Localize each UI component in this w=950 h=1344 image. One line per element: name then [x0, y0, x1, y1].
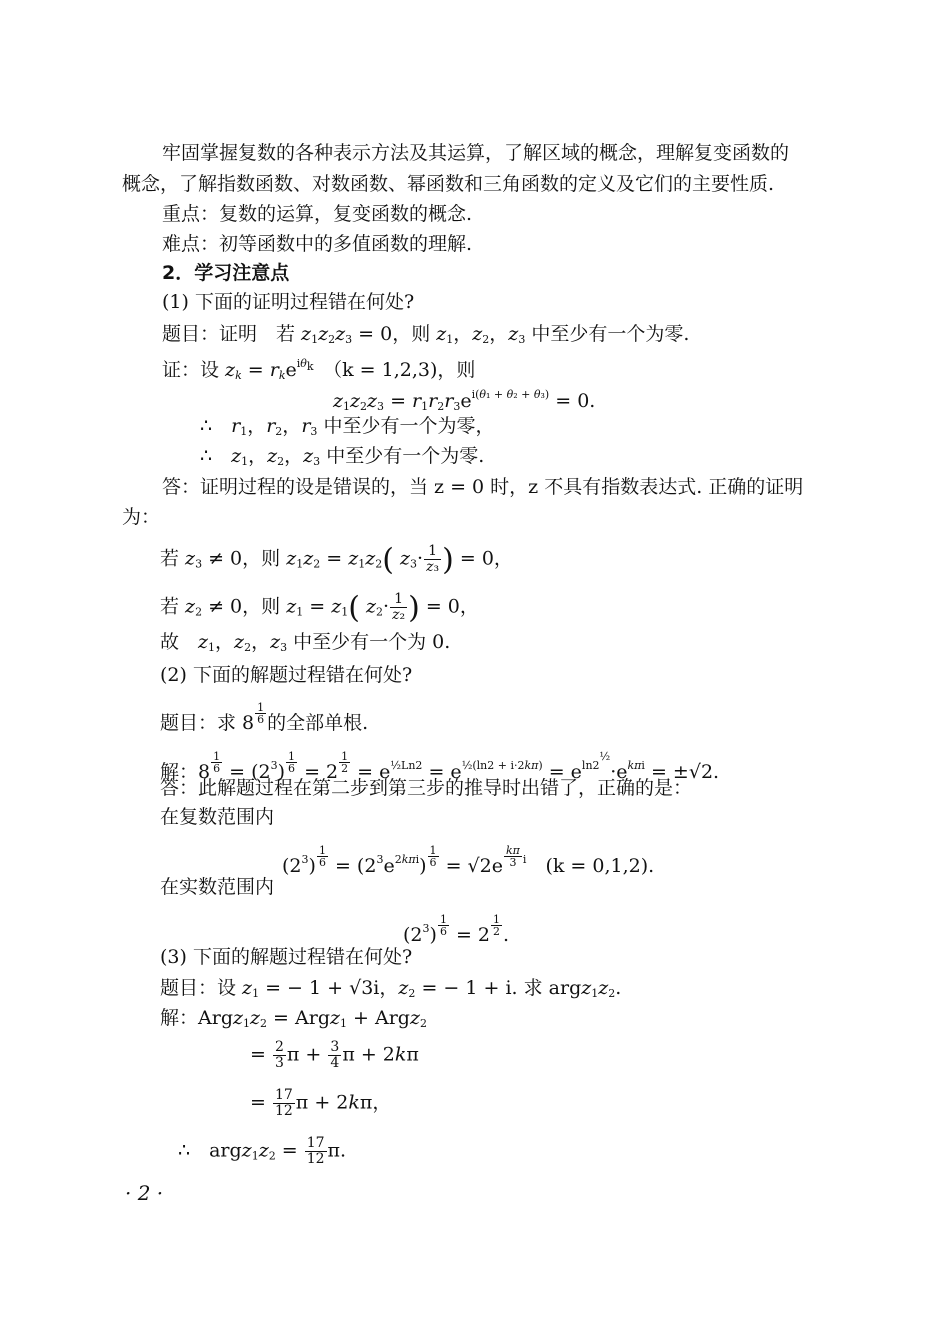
problem3-solution: 解：$Argz_1z_2$ = Argz$_1$ + Argz$_2$: [160, 1007, 427, 1030]
problem1-case-2: 若 $z_2 \ne 0$，则 $z_1 = z_1$( $z_2\cdot$ $\frac{1}{\text{z₂}}$ ) = 0，: [160, 590, 479, 626]
intro-line-2: 概念，了解指数函数、对数函数、幂函数和三角函数的定义及它们的主要性质.: [122, 173, 775, 195]
key-points: 重点：复数的运算，复变函数的概念.: [162, 203, 473, 225]
problem3-title: (3) 下面的解题过程错在何处?: [160, 946, 413, 968]
problem2-complex-range: 在复数范围内: [160, 806, 275, 828]
problem3-step-3: = $\frac{17}{12}$ π + 2kπ，: [250, 1087, 392, 1119]
problem1-therefore-1: ∴ $r_1$，$r_2$，$r_3$ 中至少有一个为零，: [200, 415, 495, 438]
problem2-complex-equation: $(2^3)$ $\frac{1}{6}$ = $(2^3e^{2k\pi i})$ $\frac{1}{6}$ = √2e $\frac{k\pi}{3}$ $^i$ (k = 0,1,2).: [282, 844, 655, 877]
problem1-answer-line-2: 为：: [122, 506, 161, 528]
intro-line-1: 牢固掌握复数的各种表示方法及其运算，了解区域的概念，理解复变函数的: [162, 142, 790, 164]
problem2-answer: 答：此解题过程在第二步到第三步的推导时出错了，正确的是：: [160, 777, 693, 799]
problem3-step-2: = $\frac{2}{3}$ π + $\frac{3}{4}$ π + 2kπ: [250, 1039, 419, 1071]
problem2-real-range: 在实数范围内: [160, 876, 275, 898]
problem2-title: (2) 下面的解题过程错在何处?: [160, 664, 413, 686]
section-heading: 2．学习注意点: [162, 262, 290, 284]
page-number: · 2 ·: [125, 1181, 164, 1205]
problem1-proof-setup: 证：设 $z_k = r_ke^{i\theta_k}$ （k = 1,2,3)，则: [162, 357, 476, 382]
problem1-answer-line-1: 答：证明过程的设是错误的，当 z = 0 时，z 不具有指数表达式. 正确的证明: [162, 476, 804, 498]
problem1-therefore-2: ∴ $z_1$，$z_2$，$z_3$ 中至少有一个为零.: [200, 445, 485, 468]
problem1-conclusion: 故 $z_1$，$z_2$，$z_3$ 中至少有一个为 0.: [160, 631, 451, 654]
problem1-case-1: 若 $z_3 \ne 0$，则 $z_1z_2 = z_1z_2$( $z_3\cdot$ $\frac{1}{\text{z₃}}$ ) = 0，: [160, 542, 513, 578]
problem3-conclusion: ∴ $argz_1z_2$ = $\frac{17}{12}$ π.: [178, 1135, 347, 1167]
difficulties: 难点：初等函数中的多值函数的理解.: [162, 233, 473, 255]
problem2-solution: 解：8 $\frac{1}{6}$ = $(2^3)$ $\frac{1}{6}$ = 2 $\frac{1}{2}$ = $e^{\frac{1}{2}Ln2} = e^{\frac{1}{2}(ln2 + i\cdot 2k\pi)} = e^{ln2^{\frac{1}{2}}}\cdot e^{k\pi i} = \pm√2$.: [160, 750, 720, 783]
problem1-equation: $z_1z_2z_3 = r_1r_2r_3e^{i(\theta_1 + \theta_2 + \theta_3)} = 0$.: [333, 388, 596, 413]
problem2-prompt: 题目：求 8 $\frac{1}{6}$ 的全部单根.: [160, 701, 369, 734]
problem3-prompt: 题目：设 $z_1$ = − 1 + √3i，$z_2$ = − 1 + i. 求 $argz_1z_2$.: [160, 977, 622, 1000]
problem1-prompt: 题目：证明 若 $z_1z_2z_3 = 0$，则 $z_1$，$z_2$，$z_3$ 中至少有一个为零.: [162, 323, 690, 346]
problem1-title: (1) 下面的证明过程错在何处?: [162, 291, 415, 313]
problem2-real-equation: $(2^3)$ $\frac{1}{6}$ = 2 $\frac{1}{2}$ .: [403, 913, 510, 946]
